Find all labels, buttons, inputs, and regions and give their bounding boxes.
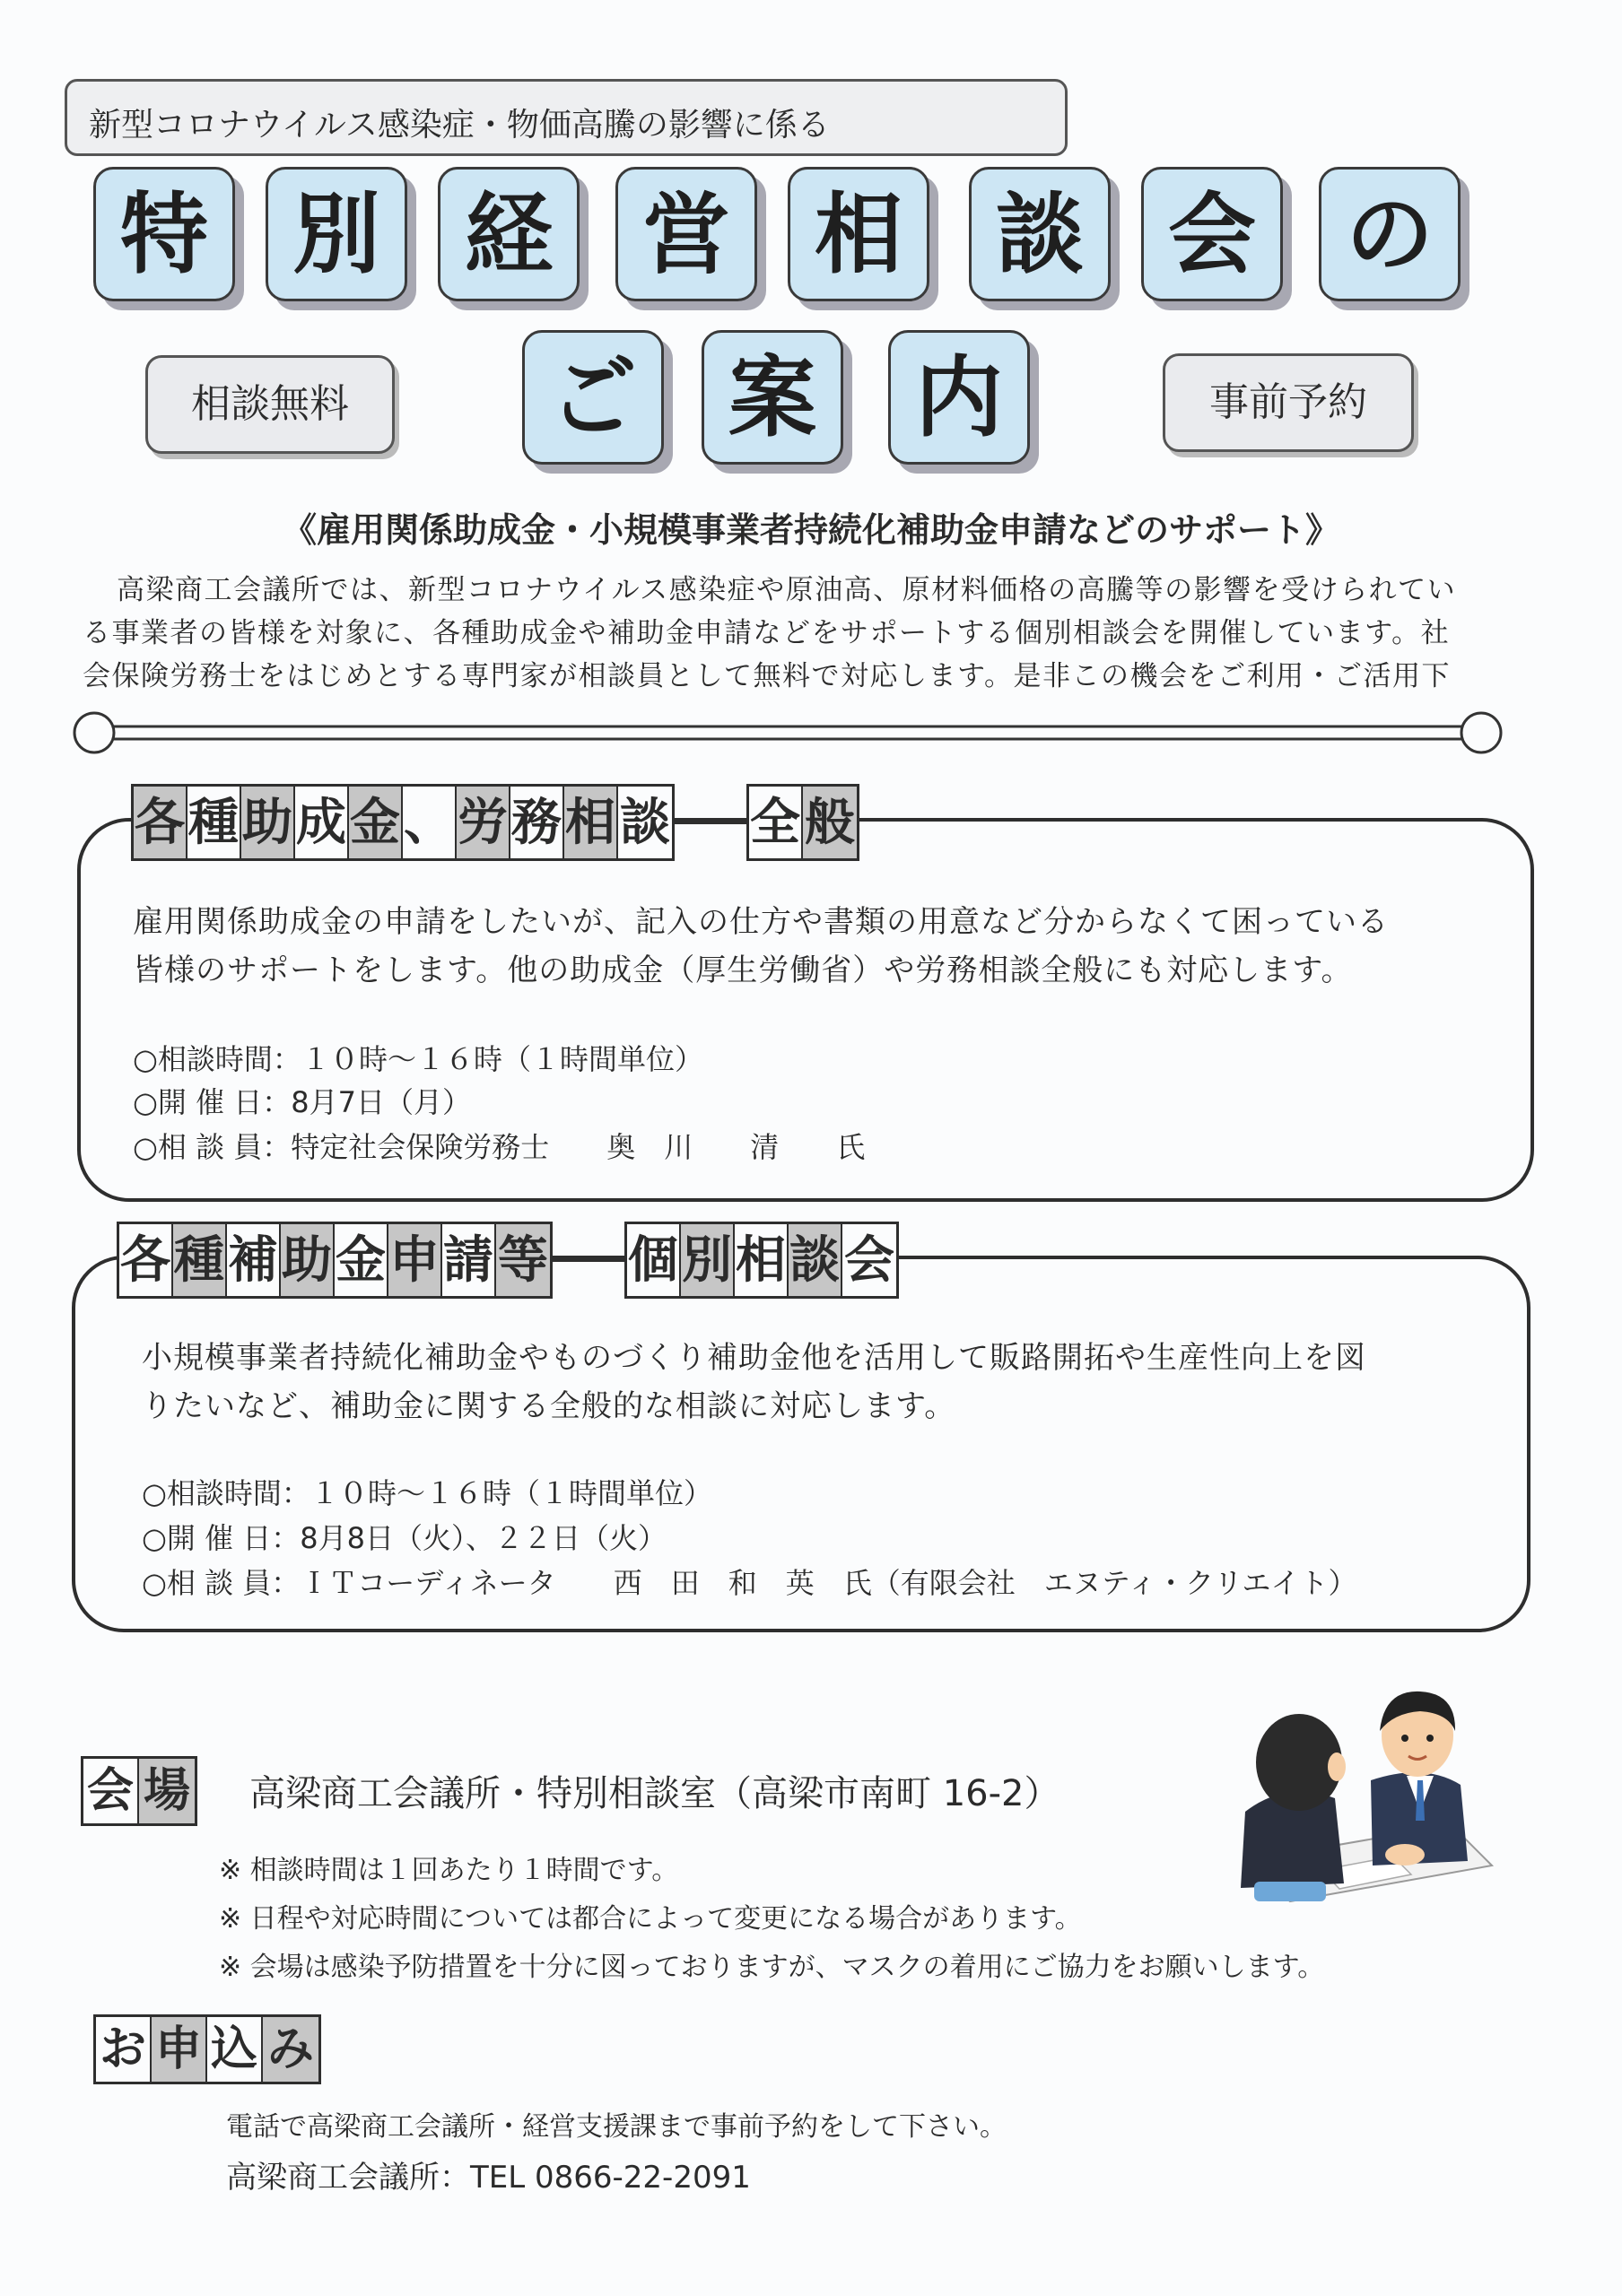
reservation-badge: 事前予約 <box>1163 353 1414 452</box>
title-char: 全 <box>749 787 803 858</box>
event-date-value: 8月7日（月） <box>291 1085 472 1119</box>
title-char: 労 <box>457 787 510 858</box>
apply-label-char: み <box>263 2017 318 2082</box>
title-char: 談 <box>618 787 672 858</box>
title-char: 相 <box>788 167 929 301</box>
title-char: 請 <box>442 1224 496 1296</box>
headline: 《雇用関係助成金・小規模事業者持続化補助金申請などのサポート》 <box>282 510 1339 550</box>
consult-time-value: １０時～１６時（１時間単位） <box>310 1476 712 1510</box>
apply-label-char: お <box>96 2017 152 2082</box>
title-part-a <box>131 784 675 861</box>
consultant-label: ○相 談 員： <box>133 1130 292 1164</box>
title-char: ご <box>522 330 664 465</box>
section-grant-title <box>117 1222 899 1299</box>
subtitle-text: 新型コロナウイルス感染症・物価高騰の影響に係る <box>89 107 830 144</box>
title-part-b <box>746 784 859 861</box>
title-char: 営 <box>615 167 757 301</box>
consult-time-value: １０時～１６時（１時間単位） <box>301 1042 703 1076</box>
consultant <box>133 1125 865 1166</box>
title-char: 別 <box>266 167 407 301</box>
consult-time-label: ○相談時間： <box>133 1042 301 1076</box>
title-char: 別 <box>681 1224 735 1296</box>
apply-label <box>93 2014 321 2084</box>
venue-note: ※ 日程や対応時間については都合によって変更になる場合があります。 <box>219 1903 1082 1935</box>
title-char: 般 <box>803 787 857 858</box>
title-char: 助 <box>281 1224 335 1296</box>
consult-time-label: ○相談時間： <box>142 1476 310 1510</box>
venue-label-char: 会 <box>83 1759 139 1823</box>
title-char: 会 <box>842 1224 896 1296</box>
title-char: 内 <box>888 330 1030 465</box>
event-date <box>133 1080 471 1121</box>
title-char: 補 <box>227 1224 281 1296</box>
divider <box>72 710 1504 755</box>
title-char: 案 <box>702 330 843 465</box>
title-char: 特 <box>93 167 235 301</box>
apply-phone[interactable]: 高梁商工会議所：TEL 0866-22-2091 <box>226 2160 751 2196</box>
consultation-illustration <box>1236 1677 1496 1910</box>
section-subsidy-labor-title <box>131 784 859 861</box>
venue-text: 高梁商工会議所・特別相談室（高梁市南町 16-2） <box>249 1773 1060 1814</box>
title-dash <box>675 822 746 824</box>
section-body-line: 小規模事業者持続化補助金やものづくり補助金他を活用して販路開拓や生産性向上を図 <box>142 1340 1366 1376</box>
event-date-label: ○開 催 日： <box>133 1085 292 1119</box>
apply-label-char: 込 <box>207 2017 263 2082</box>
title-char: 等 <box>496 1224 550 1296</box>
title-char: 種 <box>187 787 241 858</box>
consultant <box>142 1561 1357 1602</box>
section-body-line: りたいなど、補助金に関する全般的な相談に対応します。 <box>142 1388 956 1424</box>
intro-line: 高梁商工会議所では、新型コロナウイルス感染症や原油高、原材料価格の高騰等の影響を受けられてい <box>117 574 1457 606</box>
consultant-value: ＩＴコーディネータ 西 田 和 英 氏（有限会社 エヌティ・クリエイト） <box>300 1566 1357 1600</box>
event-date-label: ○開 催 日： <box>142 1521 301 1555</box>
title-char: 務 <box>510 787 564 858</box>
subtitle-box <box>65 79 1068 156</box>
title-char: 各 <box>119 1224 173 1296</box>
free-consultation-badge: 相談無料 <box>145 355 395 454</box>
title-char: 相 <box>735 1224 789 1296</box>
event-date <box>142 1516 667 1557</box>
title-char: 助 <box>241 787 295 858</box>
title-char: の <box>1319 167 1461 301</box>
title-dash <box>553 1259 624 1262</box>
title-char: 、 <box>403 787 457 858</box>
venue-note: ※ 相談時間は１回あたり１時間です。 <box>219 1855 679 1886</box>
consultant-value: 特定社会保険労務士 奥 川 清 氏 <box>291 1130 866 1164</box>
intro-line: 会保険労務士をはじめとする専門家が相談員として無料で対応します。是非この機会をご利用・ご活用下 <box>83 660 1452 692</box>
title-char: 種 <box>173 1224 227 1296</box>
title-part-b <box>624 1222 899 1299</box>
title-char: 会 <box>1141 167 1283 301</box>
title-char: 成 <box>295 787 349 858</box>
section-body-line: 皆様のサポートをします。他の助成金（厚生労働省）や労務相談全般にも対応します。 <box>133 952 1353 988</box>
intro-line: る事業者の皆様を対象に、各種助成金や補助金申請などをサポートする個別相談会を開催しています。社 <box>83 617 1451 649</box>
title-char: 金 <box>335 1224 388 1296</box>
apply-label-char: 申 <box>152 2017 207 2082</box>
event-date-value: 8月8日（火）、２２日（火） <box>300 1521 667 1555</box>
title-char: 個 <box>627 1224 681 1296</box>
consult-time <box>133 1037 703 1078</box>
section-body-line: 雇用関係助成金の申請をしたいが、記入の仕方や書類の用意など分からなくて困っている <box>133 904 1389 940</box>
venue-label-char: 場 <box>139 1759 195 1823</box>
title-char: 談 <box>789 1224 842 1296</box>
title-char: 経 <box>438 167 580 301</box>
title-char: 金 <box>349 787 403 858</box>
consultant-label: ○相 談 員： <box>142 1566 301 1600</box>
venue-note: ※ 会場は感染予防措置を十分に図っておりますが、マスクの着用にご協力をお願いします。 <box>219 1952 1325 1983</box>
title-char: 相 <box>564 787 618 858</box>
title-char: 談 <box>969 167 1111 301</box>
venue-label <box>81 1756 197 1826</box>
apply-instruction: 電話で高梁商工会議所・経営支援課まで事前予約をして下さい。 <box>226 2111 1007 2143</box>
consult-time <box>142 1471 712 1512</box>
title-part-a <box>117 1222 553 1299</box>
title-char: 各 <box>134 787 187 858</box>
title-char: 申 <box>388 1224 442 1296</box>
